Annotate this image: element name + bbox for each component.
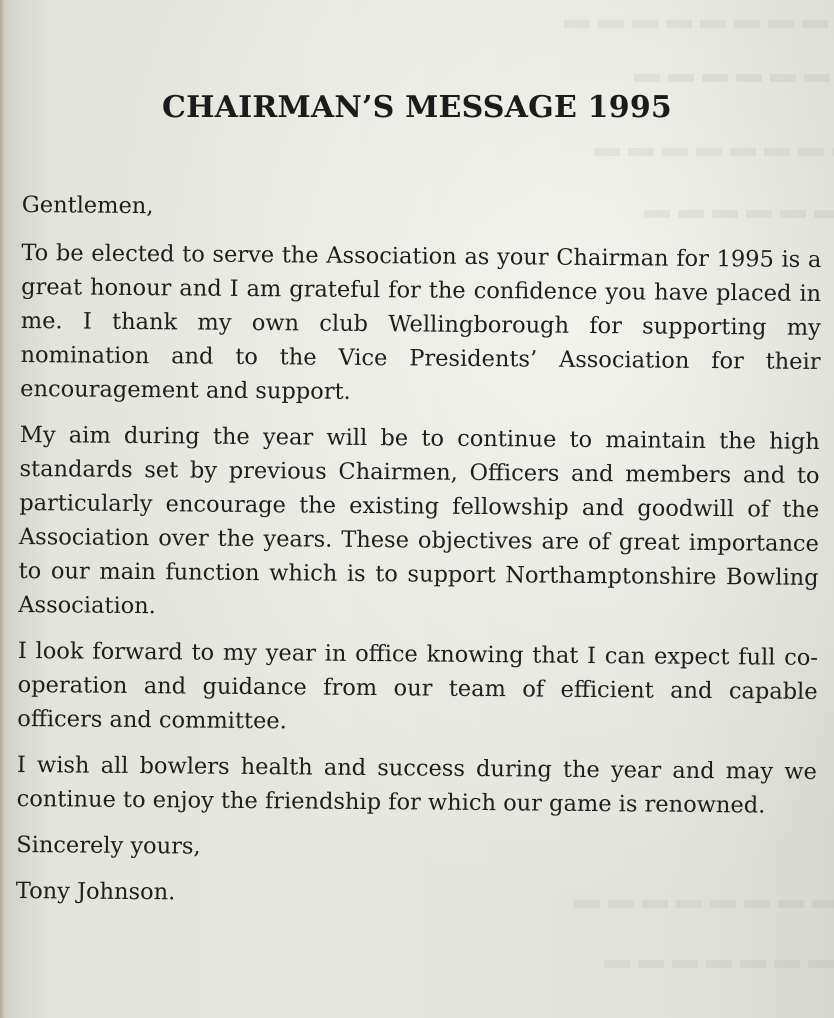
signature: Tony Johnson. [15, 877, 176, 906]
show-through-text [594, 148, 834, 156]
paragraph-1: To be elected to serve the Association as your Chairman for 1995 is a great honour and I am grateful for the confidence you have placed in me. I thank my own club Wellingborough for supporting my nomination and to the Vice Presidents’ Association for their encouragement and support. [20, 239, 822, 405]
salutation: Gentlemen, [21, 191, 154, 220]
show-through-text [604, 960, 834, 968]
message-body [16, 188, 822, 927]
paragraph-4: I wish all bowlers health and success during the year and may we continue to enjoy the friendship for which our game is renowned. [16, 751, 818, 819]
closing: Sincerely yours, [16, 831, 201, 860]
show-through-text [564, 20, 834, 28]
paragraph-3: I look forward to my year in office knowing that I can expect full co-operation and guidance from our team of efficient and capable officers and committee. [17, 637, 819, 735]
paragraph-2: My aim during the year will be to continue to maintain the high standards set by previous Chairmen, Officers and members and to particularly encourage the existing fellowship and goodwill of the Association over the years. These objectives are of great importance to our main function which is to support Northamptonshire Bowling Association. [18, 421, 820, 620]
page-title: CHAIRMAN’S MESSAGE 1995 [162, 90, 672, 126]
show-through-text [634, 74, 834, 82]
page-spine-edge [0, 0, 8, 1018]
